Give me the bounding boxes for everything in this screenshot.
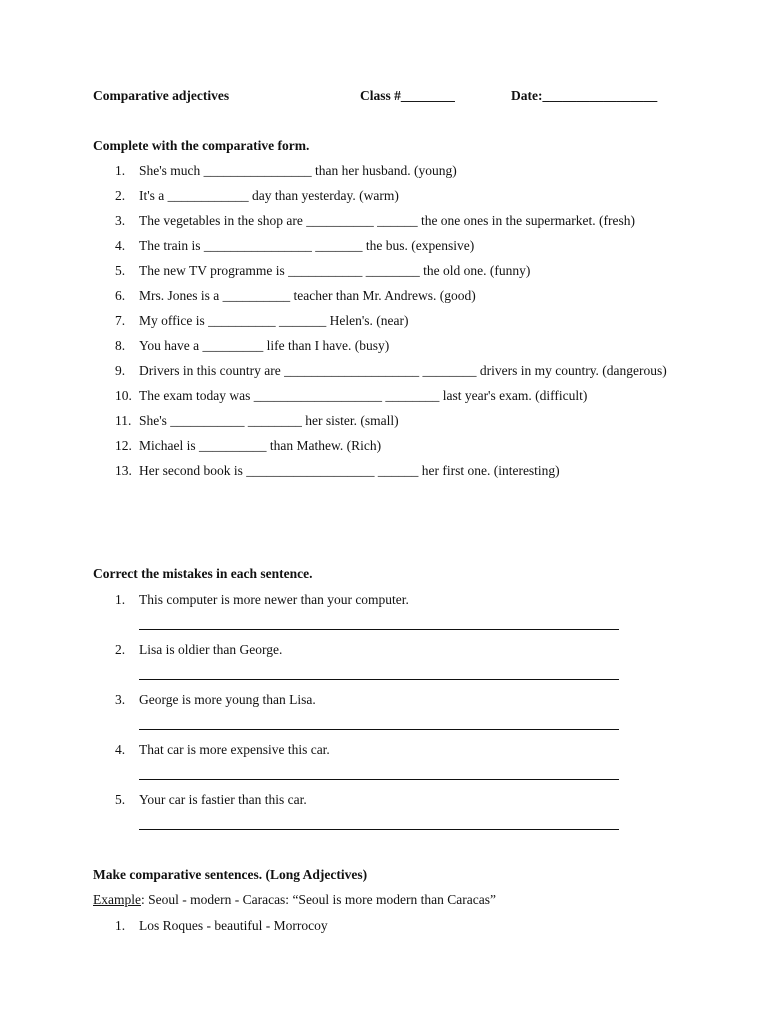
list-item <box>93 212 675 230</box>
item-number: 2. <box>115 642 126 657</box>
list-item <box>93 362 675 380</box>
answer-line <box>139 829 619 830</box>
item-text: This computer is more newer than your computer. <box>139 592 409 607</box>
list-item <box>93 691 675 709</box>
list-item <box>93 437 675 455</box>
date-field: Date:_________________ <box>511 88 658 103</box>
list-item <box>93 187 675 205</box>
list-item <box>93 791 675 809</box>
item-text: That car is more expensive this car. <box>139 742 330 757</box>
list-item <box>93 237 675 255</box>
item-number: 4. <box>115 742 126 757</box>
item-number: 13. <box>115 463 132 478</box>
example-line <box>93 892 496 908</box>
list-item <box>93 262 675 280</box>
list-item <box>93 387 675 405</box>
item-number: 4. <box>115 238 126 253</box>
item-number: 3. <box>115 692 126 707</box>
list-item <box>93 591 675 609</box>
item-text: It's a ____________ day than yesterday. (warm) <box>139 188 399 203</box>
worksheet-header <box>93 88 693 108</box>
list-item <box>93 917 675 935</box>
item-text: Los Roques - beautiful - Morrocoy <box>139 918 328 933</box>
item-text: The vegetables in the shop are __________ ______ the one ones in the supermarket. (fresh) <box>139 213 635 228</box>
item-number: 7. <box>115 313 126 328</box>
item-number: 2. <box>115 188 126 203</box>
answer-line <box>139 729 619 730</box>
section-1-title: Complete with the comparative form. <box>93 138 310 153</box>
worksheet-title: Comparative adjectives <box>93 88 230 103</box>
item-text: Lisa is oldier than George. <box>139 642 283 657</box>
section-1-list <box>93 162 675 487</box>
item-number: 10. <box>115 388 132 403</box>
item-number: 11. <box>115 413 132 428</box>
list-item <box>93 741 675 759</box>
class-field: Class #________ <box>360 88 455 103</box>
item-number: 6. <box>115 288 126 303</box>
item-number: 5. <box>115 792 126 807</box>
item-text: You have a _________ life than I have. (busy) <box>139 338 390 353</box>
item-text: The exam today was ___________________ ________ last year's exam. (difficult) <box>139 388 588 403</box>
example-text: : Seoul - modern - Caracas: “Seoul is more modern than Caracas” <box>140 892 496 907</box>
section-2-title: Correct the mistakes in each sentence. <box>93 566 313 581</box>
list-item <box>93 312 675 330</box>
item-number: 1. <box>115 918 126 933</box>
item-text: My office is __________ _______ Helen's. (near) <box>139 313 409 328</box>
list-item <box>93 641 675 659</box>
item-text: The train is ________________ _______ the bus. (expensive) <box>139 238 475 253</box>
list-item <box>93 412 675 430</box>
list-item <box>93 287 675 305</box>
list-item <box>93 462 675 480</box>
example-label: Example <box>93 892 141 907</box>
list-item <box>93 162 675 180</box>
item-number: 1. <box>115 163 126 178</box>
item-text: She's much ________________ than her husband. (young) <box>139 163 457 178</box>
item-text: Mrs. Jones is a __________ teacher than Mr. Andrews. (good) <box>139 288 476 303</box>
section-3-title: Make comparative sentences. (Long Adjectives) <box>93 867 368 882</box>
item-text: Drivers in this country are ____________________ ________ drivers in my country. (dangerous) <box>139 363 667 378</box>
item-number: 12. <box>115 438 132 453</box>
item-text: Your car is fastier than this car. <box>139 792 307 807</box>
item-number: 9. <box>115 363 126 378</box>
item-text: Michael is __________ than Mathew. (Rich) <box>139 438 382 453</box>
item-number: 8. <box>115 338 126 353</box>
answer-line <box>139 629 619 630</box>
item-text: The new TV programme is ___________ ________ the old one. (funny) <box>139 263 531 278</box>
item-text: Her second book is ___________________ ______ her first one. (interesting) <box>139 463 560 478</box>
answer-line <box>139 779 619 780</box>
answer-line <box>139 679 619 680</box>
item-number: 1. <box>115 592 126 607</box>
list-item <box>93 337 675 355</box>
item-number: 3. <box>115 213 126 228</box>
item-text: George is more young than Lisa. <box>139 692 316 707</box>
item-text: She's ___________ ________ her sister. (small) <box>139 413 399 428</box>
item-number: 5. <box>115 263 126 278</box>
